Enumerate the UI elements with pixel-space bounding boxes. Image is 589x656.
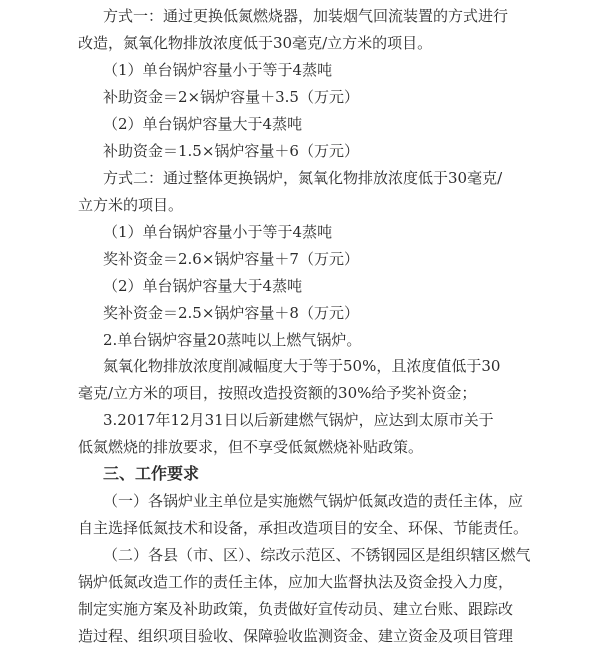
text-line: 奖补资金＝2.5×锅炉容量＋8（万元） (103, 303, 359, 322)
text-line: （一）各锅炉业主单位是实施燃气锅炉低氮改造的责任主体，应 (103, 492, 524, 511)
text-line: 立方米的项目。 (78, 195, 184, 214)
text-line: 低氮燃烧的排放要求，但不享受低氮燃烧补贴政策。 (78, 438, 424, 457)
text-line: （2）单台锅炉容量大于4蒸吨 (103, 114, 303, 133)
text-line: 改造，氮氧化物排放浓度低于30毫克/立方米的项目。 (78, 33, 433, 52)
text-line: 造过程、组织项目验收、保障验收监测资金、建立资金及项目管理 (78, 627, 514, 646)
text-line: （二）各县（市、区）、综改示范区、不锈钢园区是组织辖区燃气 (103, 546, 531, 565)
text-line: 补助资金＝2×锅炉容量＋3.5（万元） (103, 87, 359, 106)
text-line: 氮氧化物排放浓度削减幅度大于等于50%，且浓度值低于30 (103, 357, 501, 376)
text-line: （2）单台锅炉容量大于4蒸吨 (103, 276, 303, 295)
text-line: 3.2017年12月31日以后新建燃气锅炉，应达到太原市关于 (103, 411, 494, 430)
text-line: （1）单台锅炉容量小于等于4蒸吨 (103, 222, 333, 241)
text-line: 方式一：通过更换低氮燃烧器，加装烟气回流装置的方式进行 (103, 7, 509, 25)
section-heading: 三、工作要求 (103, 464, 200, 484)
text-line: （1）单台锅炉容量小于等于4蒸吨 (103, 60, 333, 79)
text-line: 锅炉低氮改造工作的责任主体，应加大监督执法及资金投入力度， (78, 573, 514, 592)
text-line: 补助资金＝1.5×锅炉容量＋6（万元） (103, 141, 359, 160)
text-line: 2.单台锅炉容量20蒸吨以上燃气锅炉。 (103, 330, 362, 349)
text-line: 方式二：通过整体更换锅炉，氮氧化物排放浓度低于30毫克/ (103, 168, 503, 187)
text-line: 制定实施方案及补助政策，负责做好宣传动员、建立台账、跟踪改 (78, 600, 514, 619)
text-line: 毫克/立方米的项目，按照改造投资额的30%给予奖补资金； (78, 384, 477, 403)
text-line: 奖补资金＝2.6×锅炉容量＋7（万元） (103, 249, 359, 268)
text-line: 自主选择低氮技术和设备，承担改造项目的安全、环保、节能责任。 (78, 519, 529, 538)
